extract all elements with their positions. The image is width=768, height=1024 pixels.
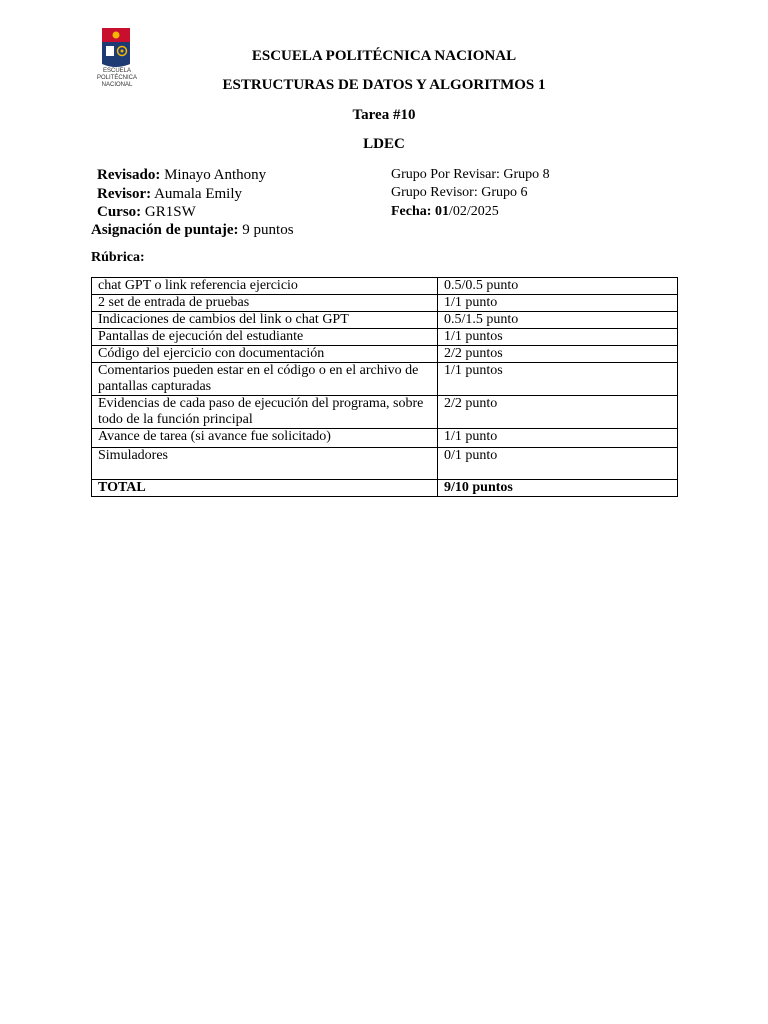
rubric-title: Rúbrica:: [91, 250, 145, 265]
table-row: [92, 396, 678, 429]
criterion-cell: chat GPT o link referencia ejercicio: [92, 278, 438, 295]
score-cell: 0.5/0.5 punto: [438, 278, 678, 295]
puntaje-field: [91, 221, 294, 239]
criterion-cell: Pantallas de ejecución del estudiante: [92, 329, 438, 346]
grupo-revisor: Grupo Revisor: Grupo 6: [391, 185, 528, 200]
assignment-title: Tarea #10: [352, 107, 416, 123]
fecha-rest: /02/2025: [448, 204, 499, 219]
score-cell: 2/2 punto: [438, 396, 678, 429]
criterion-cell: Indicaciones de cambios del link o chat GPT: [92, 312, 438, 329]
table-row: [92, 448, 678, 480]
fecha-field: [391, 203, 499, 221]
criterion-cell: Comentarios pueden estar en el código o en el archivo de pantallas capturadas: [92, 363, 438, 396]
revisado-label: Revisado:: [97, 167, 161, 183]
curso-field: [97, 203, 196, 221]
school-logo-text: ESCUELA POLITÉCNICA NACIONAL: [96, 68, 137, 88]
total-score: 9/10 puntos: [438, 480, 678, 497]
score-cell: 0.5/1.5 punto: [438, 312, 678, 329]
course-title: ESTRUCTURAS DE DATOS Y ALGORITMOS 1: [222, 77, 546, 93]
revisado-value: Minayo Anthony: [164, 167, 267, 183]
table-row: [92, 278, 678, 295]
score-cell: 1/1 punto: [438, 295, 678, 312]
total-label: TOTAL: [92, 480, 438, 497]
criterion-cell: Avance de tarea (si avance fue solicitado): [92, 429, 438, 448]
table-row: [92, 295, 678, 312]
curso-label: Curso:: [97, 204, 142, 220]
revisor-field: [97, 185, 242, 203]
revisor-label: Revisor:: [97, 186, 152, 202]
rubric-table: [91, 277, 678, 497]
table-row: [92, 329, 678, 346]
puntaje-label: Asignación de puntaje:: [91, 222, 239, 238]
score-cell: 2/2 puntos: [438, 346, 678, 363]
total-row: [92, 480, 678, 497]
revisor-value: Aumala Emily: [154, 186, 242, 202]
table-row: [92, 363, 678, 396]
topic-title: LDEC: [363, 136, 405, 152]
score-cell: 0/1 punto: [438, 448, 678, 480]
score-cell: 1/1 puntos: [438, 363, 678, 396]
fecha-label: Fecha:: [391, 204, 432, 219]
fecha-day: 01: [434, 204, 449, 219]
curso-value: GR1SW: [144, 204, 196, 220]
table-row: [92, 346, 678, 363]
score-cell: 1/1 punto: [438, 429, 678, 448]
criterion-cell: 2 set de entrada de pruebas: [92, 295, 438, 312]
criterion-cell: Simuladores: [92, 448, 438, 480]
score-cell: 1/1 puntos: [438, 329, 678, 346]
puntaje-value: 9 puntos: [242, 222, 294, 238]
grupo-por-revisar: Grupo Por Revisar: Grupo 8: [391, 167, 550, 182]
table-row: [92, 312, 678, 329]
institution-title: ESCUELA POLITÉCNICA NACIONAL: [251, 48, 517, 64]
criterion-cell: Código del ejercicio con documentación: [92, 346, 438, 363]
criterion-cell: Evidencias de cada paso de ejecución del programa, sobre todo de la función principal: [92, 396, 438, 429]
revisado-field: [97, 166, 266, 184]
table-row: [92, 429, 678, 448]
